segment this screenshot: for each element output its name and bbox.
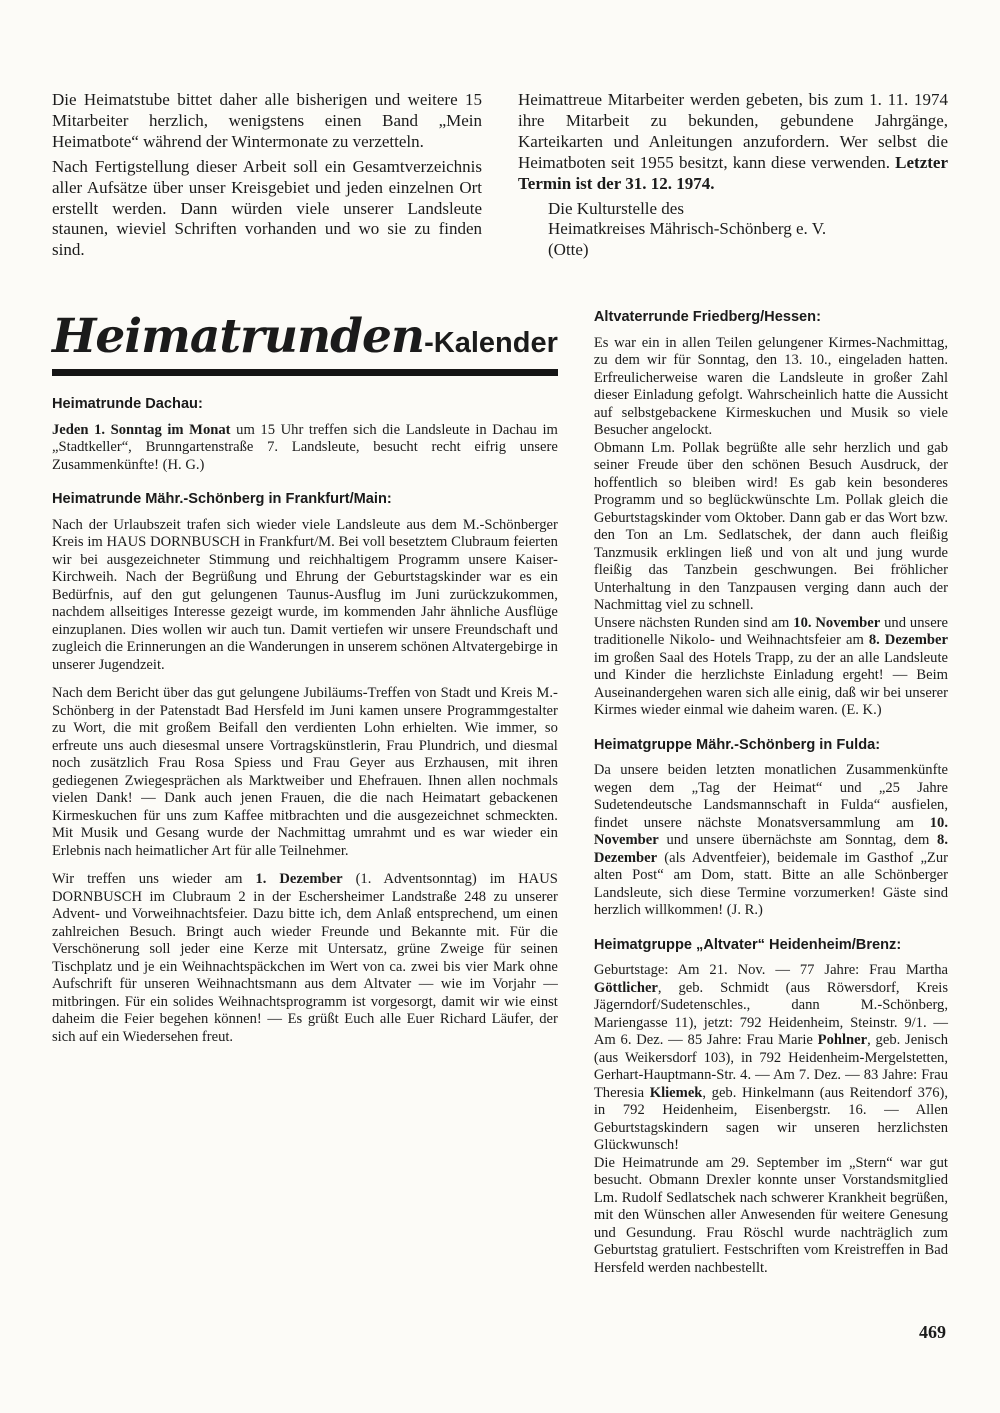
paragraph: Die Heimatstube bittet daher alle bisherigen und weitere 15 Mitarbeiter herzlich, wenigstens einen Band „Mein Heimatbote“ während der Wintermonate zu verzetteln. <box>52 90 482 151</box>
paragraph: Unsere nächsten Runden sind am 10. November und unsere traditionelle Nikolo- und Weihnachtsfeier am 8. Dezember im großen Saal des Hotels Trapp, zu der an alle Landsleute und Kinder die herzlichste Einladung ergeht! — Beim Auseinandergehen waren sich alle einig, daß wir bei unserer Kirmes wieder einmal wie daheim waren. (E. K.) <box>593 614 949 719</box>
intro-left-column <box>52 90 482 265</box>
masthead-title-suffix: -Kalender <box>424 327 558 360</box>
paragraph: Nach dem Bericht über das gut gelungene Jubiläums-Treffen von Stadt und Kreis M.-Schönberg in der Patenstadt Bad Hersfeld im Juni kamen unsere Programmgestalter zu Wort, die mit großem Beifall den verdienten Lohn erhielten. Wie immer, so erfreute uns auch diesesmal unsere Vortragskünstlerin, Frau Plundrich, und diesmal noch zusätzlich Frau Rosa Spiess und Frau Geyer aus Erzhausen, mit ihren gediegenen Zwiegesprächen als Marktweiber und Ehefrauen. Ihnen allen nochmals vielen Dank! — Dank auch jenen Frauen, die die nach Heimatart gebackenen Kirmeskuchen für uns zum Kaffee mitbrachten und die ausgezeichnet schmeckten. Mit Musik und Gesang wurde der Nachmittag umrahmt und es war wieder ein Erlebnis nach heimatlicher Art für alle Teilnehmer. <box>52 685 558 859</box>
intro-section <box>52 90 948 265</box>
paragraph: Jeden 1. Sonntag im Monat um 15 Uhr treffen sich die Landsleute in Dachau im „Stadtkeller“, Brunngartenstraße 7. Landsleute, besucht recht eifrig unsere Zusammenkünfte! (H. G.) <box>52 421 558 473</box>
masthead-rule <box>52 369 558 376</box>
signature-line: Die Kulturstelle des <box>548 198 684 218</box>
section-heading-dachau: Heimatrunde Dachau: <box>52 396 203 413</box>
paragraph: Nach Fertigstellung dieser Arbeit soll ein Gesamtverzeichnis aller Aufsätze über unser Kreisgebiet und jeden einzelnen Ort erstellt werden. Dann würden viele unserer Landsleute staunen, wieviel Schriften vorhanden und wo sie zu finden sind. <box>52 156 482 260</box>
kalender-section <box>52 309 948 1277</box>
left-column <box>52 309 558 1277</box>
paragraph: Obmann Lm. Pollak begrüßte alle sehr herzlich und gab seiner Freude über den schönen Besuch Ausdruck, der hoffentlich so bleiben wird! Es gab kein besonderes Programm und so beglückwünschte Lm. Pollak gleich die Geburtstagskinder vom Oktober. Dann gab er das Wort bzw. den Ton an Lm. Sedlatschek, der dann auch fleißig Tanzmusik erklingen ließ und von alt und jung wurde fleißig das Tanzbein geschwungen. Bei fröhlicher Unterhaltung in den Tanzpausen verging dann auch der Nachmittag viel zu schnell. <box>593 439 948 614</box>
signature-line: Heimatkreises Mährisch-Schönberg e. V. <box>548 219 827 239</box>
section-heading-friedberg: Altvaterrunde Friedberg/Hessen: <box>593 309 821 326</box>
right-column <box>594 309 948 1277</box>
paragraph: Wir treffen uns wieder am 1. Dezember (1. Adventsonntag) im HAUS DORNBUSCH im Clubraum 2 in der Eschersheimer Landstraße 248 zu unserer Advent- und Vorweihnachtsfeier. Dazu bitte ich, dem Anlaß entsprechend, um einen zahlreichen Besuch. Bringt auch wieder Freunde und Bekannte mit. Für die Verschönerung soll jeder eine Kerze mit Untersatz, grüne Zweige für seinen Tischplatz und je ein Weihnachtspäckchen im Wert von ca. zwei bis vier Mark ohne Aufschrift für unseren Weihnachtsmann aus dem Altvater — wie im Vorjahr — mitbringen. Für ein solides Weihnachtsprogramm ist vorgesorgt, damit wir wie einst daheim die Feier begehen können! — Es grüßt Euch alle Euer Richard Läufer, der sich auf ein Wiedersehen freut. <box>52 871 558 1045</box>
section-heading-heidenheim: Heimatgruppe „Altvater“ Heidenheim/Brenz: <box>593 936 902 953</box>
paragraph: Nach der Urlaubszeit trafen sich wieder viele Landsleute aus dem M.-Schönberger Kreis im HAUS DORNBUSCH in Frankfurt/M. Bei voll besetztem Clubraum feierten wir bei ausgezeichneter Stimmung und reichhaltigem Programm unsere Kaiser-Kirchweih. Nach der Begrüßung und Ehrung der Geburtstagskinder war es ein Bedürfnis, auf den gut gelungenen Taunus-Ausflug im Juni zurückzukommen, nachdem allseitiges Interesse gezeigt wurde, im kommenden Jahr ähnliche Ausflüge einzuplanen. Dies wollen wir auch tun. Damit vertiefen wir unsere Freundschaft und zugleich die Erinnerungen an die Wanderungen in unserem schönen Altvatergebirge in unserer Jugendzeit. <box>52 516 558 673</box>
section-heading-fulda: Heimatgruppe Mähr.-Schönberg in Fulda: <box>593 736 881 753</box>
signature-line: (Otte) <box>548 240 589 260</box>
paragraph: Es war ein in allen Teilen gelungener Kirmes-Nachmittag, zu dem wir für Sonntag, den 13. 10., eingeladen hatten. Erfreulicherweise waren die Landsleute in großer Zahl dieser Einladung gefolgt. Wahrscheinlich hatte die Aussicht auf selbstgebackene Kirmeskuchen und Musik so viele Besucher angelockt. <box>593 334 948 439</box>
paragraph: Heimattreue Mitarbeiter werden gebeten, bis zum 1. 11. 1974 ihre Mitarbeit zu bekunden, gebundene Jahrgänge, Karteikarten und Anleitungen anzufordern. Wer selbst die Heimatboten seit 1955 besitzt, kann diese verwenden. Letzter Termin ist der 31. 12. 1974. <box>518 90 948 193</box>
intro-right-column <box>518 90 948 265</box>
paragraph: Da unsere beiden letzten monatlichen Zusammenkünfte wegen dem „Tag der Heimat“ und „25 Jahre Sudetendeutsche Landsmannschaft in Fulda“ ausfielen, findet unsere nächste Monatsversammlung am 10. November und unsere übernächste am Sonntag, dem 8. Dezember (als Adventfeier), beidemale im Gasthof „Zur alten Post“ am Dom, statt. Bitte an alle Schönberger Landsleute, sich diese Termine vorzumerken! Gäste sind herzlich willkommen! (J. R.) <box>593 762 948 919</box>
paragraph: Die Heimatrunde am 29. September im „Stern“ war gut besucht. Obmann Drexler konnte unser Vorstandsmitglied Lm. Rudolf Sedlatschek nach schwerer Krankheit begrüßen, mit den Wünschen aller Anwesenden für weitere Genesung und Gesundung. Frau Röschl wurde nachträglich zum Geburtstag gratuliert. Festschriften vom Kreistreffen in Bad Hersfeld werden nachbestellt. <box>593 1154 948 1276</box>
masthead-script-title: Heimatrunden <box>52 309 425 365</box>
kalender-masthead <box>52 309 558 376</box>
section-heading-frankfurt: Heimatrunde Mähr.-Schönberg in Frankfurt/Main: <box>52 491 392 508</box>
page-number: 469 <box>919 1322 946 1342</box>
paragraph: Geburtstage: Am 21. Nov. — 77 Jahre: Frau Martha Göttlicher, geb. Schmidt (aus Röwersdorf, Kreis Jägerndorf/Sudetenschles., dann M.-Schönberg, Mariengasse 11), jetzt: 792 Heidenheim, Steinstr. 9/1. — Am 6. Dez. — 85 Jahre: Frau Marie Pohlner, geb. Jenisch (aus Weikersdorf 103), in 792 Heidenheim-Mergelstetten, Gerhart-Hauptmann-Str. 4. — Am 7. Dez. — 83 Jahre: Frau Theresia Kliemek, geb. Hinkelmann (aus Reitendorf 376), in 792 Heidenheim, Eisenbergstr. 16. — Allen Geburtstagskindern sagen wir unseren herzlichsten Glückwunsch! <box>593 962 949 1154</box>
masthead-title <box>52 309 558 364</box>
